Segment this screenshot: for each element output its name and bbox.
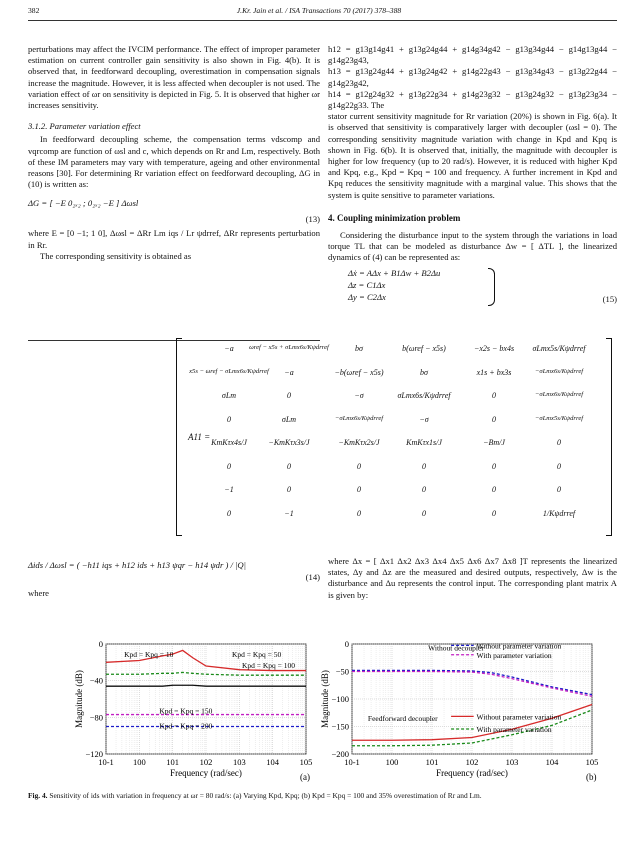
x-tick-label: 101: [425, 757, 439, 767]
y-tick-label: 0: [98, 639, 103, 649]
paragraph: where Δx = [ Δx1 Δx2 Δx3 Δx4 Δx5 Δx6 Δx7 Δx8 ]T represents the linearized states, Δy and Δz are the measured and desired outputs, respectively, Δw is the disturbance and Δu represents the control input. The corresponding plant matrix A is given by:: [328, 556, 617, 600]
annotation-without-decoupler: Without decoupler: [428, 643, 484, 653]
left-lower-block: [28, 560, 320, 599]
x-tick-label: 10-1: [344, 757, 360, 767]
x-tick-label: 105: [585, 757, 599, 767]
y-tick-label: −200: [331, 749, 349, 759]
matrix-cell: 0: [422, 485, 426, 494]
x-tick-label: 104: [266, 757, 280, 767]
header-rule: [28, 20, 617, 21]
matrix-cell: 1/Kψdrref: [542, 508, 576, 518]
x-tick-label: 104: [545, 757, 559, 767]
equation-number: (14): [305, 572, 320, 582]
caption-text: Sensitivity of ids with variation in frequency at ωr = 80 rad/s: (a) Varying Kpd, Kpq; (b) Kpd = Kpq = 100 and 35% overestimation of Rr and Lm.: [49, 791, 482, 800]
matrix-cell: 0: [492, 461, 496, 471]
right-bracket: [606, 338, 612, 536]
matrix-cell: 0: [492, 485, 496, 494]
matrix-cell: −KmKτx3s/J: [268, 438, 310, 447]
paragraph: In feedforward decoupling scheme, the compensation terms vdscomp and vqrcomp are function of ωsl and c, which depends on Rr and Lm, respectively. Both of these IM parameters may vary with temperature, ageing and other environmental reasons [30]. For determining Rr variation effect on feedforward decoupling, ΔG in (10) is written as:: [28, 134, 320, 190]
page-number: 382: [28, 6, 40, 15]
matrix-cell: σLmx5s/Kψdrref: [532, 344, 586, 353]
panel-label: (b): [586, 772, 597, 782]
matrix-cell: 0: [557, 485, 561, 494]
matrix-cell: x5s − ωref − σLmx6s/Kψdrref: [189, 367, 269, 375]
matrix-cell: σLm: [221, 391, 237, 400]
left-column: [28, 44, 320, 262]
matrix-cell: −σLmx6s/Kψdrref: [534, 391, 584, 398]
legend-label: Without parameter variation: [476, 712, 562, 722]
paragraph: where: [28, 588, 49, 598]
x-tick-label: 102: [465, 757, 479, 767]
matrix-cell: 0: [227, 461, 231, 471]
matrix-cell: −1: [224, 485, 234, 494]
paragraph: Considering the disturbance input to the system through the variations in load torque TL that can be modeled as disturbance Δw = [ ΔTL ], the linearized dynamics of (4) can be represented as:: [328, 230, 617, 263]
section-heading: 4. Coupling minimization problem: [328, 212, 461, 223]
matrix-cell: −σ: [419, 414, 429, 424]
equation-15: [328, 268, 617, 310]
matrix-cell: 0: [422, 508, 426, 518]
y-axis-label: Magnitude (dB): [74, 670, 84, 728]
y-tick-label: −120: [85, 749, 103, 759]
left-bracket: [176, 338, 182, 536]
legend-label: Without parameter variation: [476, 641, 562, 651]
matrix-cell: σLm: [281, 414, 297, 424]
matrix-cell: 0: [557, 438, 561, 447]
y-axis-label: Magnitude (dB): [320, 670, 330, 728]
paragraph: perturbations may affect the IVCIM performance. The effect of improper parameter estimation on current controller gain sensitivity is also shown in Fig. 4(b). It is observed that, in feedforward decoupling, overestimation in compensation signals increase the magnitude. However, it is less affected when decoupler is not used. The variation effect of ωr on sensitivity is depicted in Fig. 5. It is observed that higher ωr increases sensitivity.: [28, 44, 320, 111]
equation-13: [28, 198, 320, 228]
matrix-cell: 0: [357, 485, 361, 494]
equation-line: Δẋ = AΔx + B1Δw + B2Δu: [348, 267, 441, 278]
matrix-cell: 0: [357, 508, 361, 518]
y-tick-label: −40: [89, 675, 103, 686]
matrix-cell: −b(ωref − x5s): [334, 367, 384, 377]
matrix-cell: 0: [287, 461, 291, 471]
curve-annotation: Kpd = Kpq = 150: [159, 706, 213, 716]
equation-line: Δy = C2Δx: [348, 291, 386, 302]
y-tick-label: −100: [331, 694, 349, 704]
curve-annotation: Kpd = Kpq = 50: [231, 649, 282, 659]
x-tick-label: 103: [232, 757, 246, 767]
matrix-cell: bσ: [355, 344, 363, 353]
equation-body: Δids / Δωsl = ( −h11 iqs + h12 ids + h13 ψqr − h14 ψdr ) / |Q|: [28, 560, 246, 570]
matrix-cell: bσ: [420, 367, 428, 377]
equation-line: Δz = C1Δx: [348, 279, 386, 290]
y-tick-label: −80: [89, 712, 103, 723]
x-tick-label: 10-1: [98, 757, 114, 767]
curve-annotation: Kpd = Kpq = 100: [241, 660, 296, 670]
x-axis-label: Frequency (rad/sec): [436, 768, 508, 778]
matrix-cell: ωref − x5s + σLmx6s/Kψdrref: [249, 344, 329, 351]
annotation-feedforward-decoupler: Feedforward decoupler: [367, 714, 438, 723]
matrix-cell: 0: [492, 414, 496, 424]
matrix-cell: −x2s − bx4s: [473, 344, 515, 353]
brace: [488, 268, 495, 306]
matrix-cell: 0: [492, 391, 496, 400]
matrix-cell: 0: [422, 461, 426, 471]
paragraph: The corresponding sensitivity is obtained as: [40, 250, 192, 261]
x-axis-label: Frequency (rad/sec): [170, 768, 242, 778]
matrix-cell: 0: [227, 414, 231, 424]
matrix-cell: −σLmx5s/Kψdrref: [534, 414, 584, 422]
equation-number: (15): [602, 293, 617, 304]
matrix-cell: −σLmx6s/Kψdrref: [534, 367, 584, 375]
caption-label: Fig. 4.: [28, 791, 48, 800]
paragraph: stator current sensitivity magnitude for Rr variation (20%) is shown in Fig. 6(a). It is observed that sensitivity is comparatively larger with decoupler (ωsl = 0). The corresponding sensitivity magnitude variation with change in Kpd and Kpq is shown in Fig. 6(b). It is observed that, initially, the magnitude with decoupler is higher for low frequency (up to 20 rad/s). However, it is reduced with higher Kpd and Kpq, e.g., Kpd = Kpq = 100 and frequency. A further increment in Kpd and Kpq reduces the sensitivity magnitude with a marginal value. This shows that the system is quite sensitive to parameter variations.: [328, 111, 617, 200]
x-tick-label: 105: [299, 757, 313, 767]
right-lower-block: [328, 556, 617, 601]
matrix-cell: 0: [227, 508, 231, 518]
subsection-heading: 3.1.2. Parameter variation effect: [28, 121, 141, 132]
paragraph: where E = [0 −1; 1 0], Δωsl = ΔRr Lm iqs / Lr ψdrref, ΔRr represents perturbation in Rr.: [28, 228, 320, 250]
x-tick-label: 100: [132, 757, 146, 767]
chart-a: [70, 638, 322, 790]
matrix-cell: −a: [284, 367, 294, 377]
journal-citation: J.Kr. Jain et al. / ISA Transactions 70 (2017) 378–388: [236, 6, 402, 15]
right-column: [328, 44, 617, 310]
matrix-cell: −Bm/J: [483, 438, 505, 447]
matrix-cell: 0: [557, 461, 561, 471]
matrix-cell: −σLmx6s/Kψdrref: [334, 414, 384, 422]
matrix-cell: 0: [287, 391, 291, 400]
legend-label: With parameter variation: [476, 650, 552, 660]
figure-caption: [28, 791, 618, 800]
matrix-cell: σLmx6s/Kψdrref: [397, 391, 451, 400]
panel-label: (a): [300, 772, 310, 782]
curve-annotation: Kpd = Kpq = 10: [124, 649, 174, 659]
equation-line: h12 = g13g14g41 + g13g24g44 + g14g34g42 − g13g34g44 − g14g13g44 − g14g23g43,: [328, 44, 617, 66]
equation-line: h13 = g13g24g44 + g13g24g42 + g14g22g43 − g13g34g43 − g13g22g44 − g14g23g42,: [328, 66, 617, 88]
y-tick-label: 0: [344, 639, 349, 649]
x-tick-label: 101: [166, 757, 180, 767]
matrix-label: A11 =: [188, 432, 211, 442]
plant-matrix: [176, 338, 616, 536]
matrix-cell: −1: [284, 508, 294, 518]
equation-number: (13): [305, 214, 320, 225]
matrix-cell: 0: [287, 485, 291, 494]
equation-line: h14 = g12g24g32 + g13g22g34 + g14g23g32 − g13g24g32 − g13g23g34 − g14g22g33. The: [328, 88, 617, 111]
chart-b: [322, 638, 612, 790]
x-tick-label: 100: [385, 757, 399, 767]
matrix-cell: b(ωref − x5s): [402, 344, 446, 353]
matrix-cell: KmKτx1s/J: [406, 438, 442, 447]
curve-annotation: Kpd = Kpq = 200: [159, 721, 213, 731]
x-tick-label: 103: [505, 757, 519, 767]
legend-label: With parameter variation: [476, 725, 552, 734]
equation-body: ΔG = [ −E 0₂ₓ₂ ; 0₂ₓ₂ −E ] Δωsl: [28, 198, 139, 209]
matrix-cell: −σ: [354, 391, 364, 400]
y-tick-label: −150: [331, 721, 349, 732]
x-tick-label: 102: [199, 757, 213, 767]
matrix-cell: KmKτx4s/J: [211, 438, 247, 447]
matrix-cell: −a: [224, 344, 234, 353]
equation-14: [28, 560, 320, 588]
matrix-cell: x1s + bx3s: [476, 367, 512, 377]
matrix-cell: −KmKτx2s/J: [338, 438, 380, 447]
y-tick-label: −50: [335, 666, 349, 677]
matrix-cell: 0: [492, 508, 496, 518]
matrix-cell: 0: [357, 461, 361, 471]
